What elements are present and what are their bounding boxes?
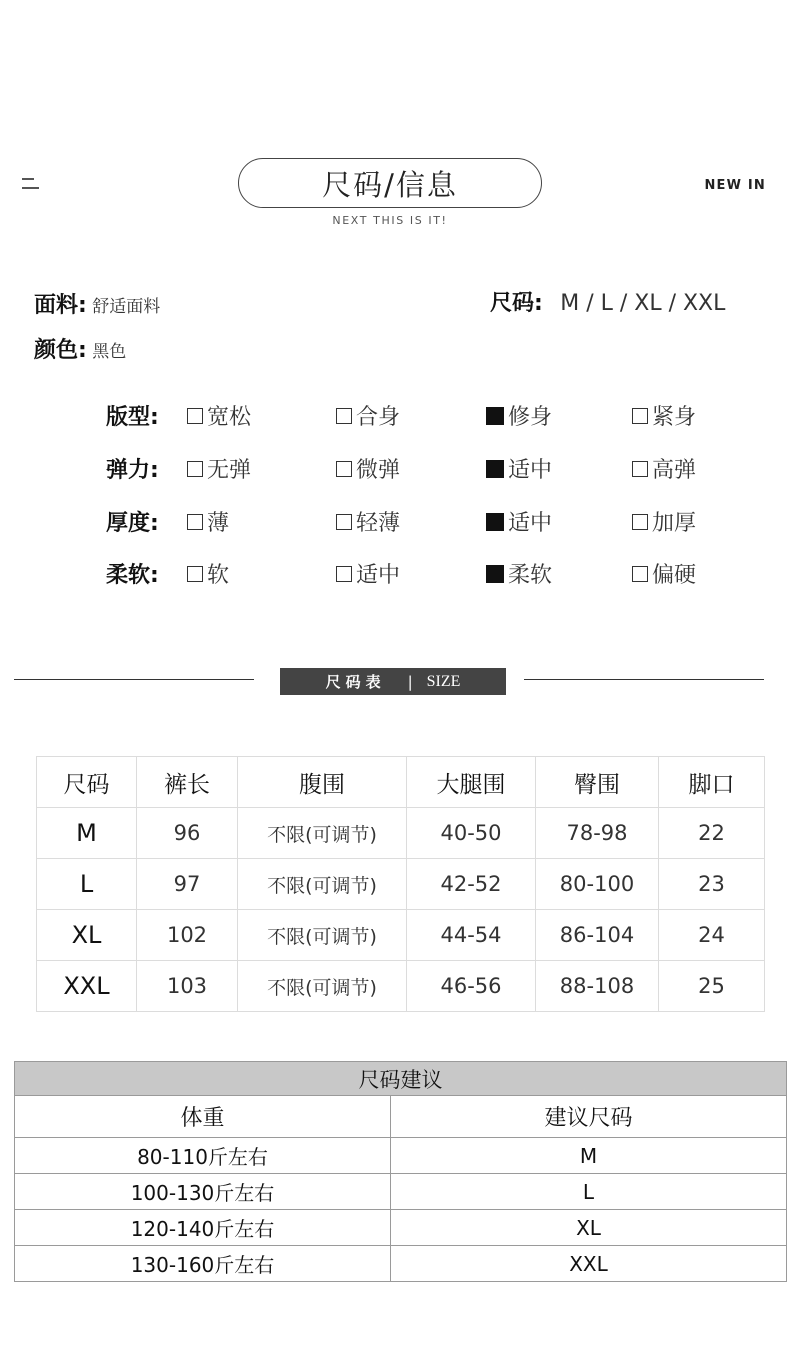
- table-cell: XXL: [391, 1246, 787, 1282]
- attribute-option: [336, 506, 400, 537]
- size-table: [36, 756, 765, 1012]
- divider-left: [14, 679, 254, 680]
- table-cell: XXL: [37, 961, 137, 1012]
- table-cell: 80-110斤左右: [15, 1138, 391, 1174]
- table-cell: 42-52: [407, 859, 536, 910]
- table-cell: M: [37, 808, 137, 859]
- table-cell: 不限(可调节): [238, 961, 407, 1012]
- table-row: [37, 859, 765, 910]
- header-cell: 脚口: [659, 757, 765, 808]
- attribute-option: [336, 400, 400, 431]
- fabric-label: 面料:: [34, 293, 87, 318]
- table-row: [37, 910, 765, 961]
- attribute-option: [187, 453, 251, 484]
- header-cell: 尺码: [37, 757, 137, 808]
- attribute-option-label: 适中: [508, 458, 553, 483]
- color-info: [34, 333, 126, 364]
- table-cell: 78-98: [536, 808, 659, 859]
- attribute-option-label: 高弹: [652, 458, 697, 483]
- table-row: [15, 1246, 787, 1282]
- attribute-label: 柔软:: [106, 563, 159, 588]
- attribute-option: [187, 506, 229, 537]
- unchecked-box-icon: [336, 461, 352, 477]
- size-info: [490, 286, 725, 317]
- attribute-option: [486, 400, 552, 431]
- size-recommendation-table: [14, 1061, 787, 1282]
- attribute-option: [187, 400, 251, 431]
- attribute-option-label: 轻薄: [356, 511, 401, 536]
- attribute-option-label: 适中: [508, 511, 553, 536]
- attribute-option: [336, 453, 400, 484]
- attribute-option: [632, 400, 696, 431]
- table-cell: 25: [659, 961, 765, 1012]
- fabric-info: [34, 288, 160, 319]
- table-cell: 不限(可调节): [238, 808, 407, 859]
- attribute-option-label: 偏硬: [652, 563, 697, 588]
- table-cell: 23: [659, 859, 765, 910]
- table-cell: 44-54: [407, 910, 536, 961]
- size-label: 尺码:: [490, 291, 543, 316]
- color-label: 颜色:: [34, 338, 87, 363]
- table-row: [37, 961, 765, 1012]
- header-cell: 腹围: [238, 757, 407, 808]
- unchecked-box-icon: [187, 566, 203, 582]
- color-value: 黑色: [92, 342, 127, 362]
- table-cell: 88-108: [536, 961, 659, 1012]
- unchecked-box-icon: [187, 514, 203, 530]
- attribute-option-label: 合身: [356, 405, 401, 430]
- attribute-option: [486, 558, 552, 589]
- table-cell: 86-104: [536, 910, 659, 961]
- attribute-option: [486, 506, 552, 537]
- table-cell: 130-160斤左右: [15, 1246, 391, 1282]
- unchecked-box-icon: [187, 408, 203, 424]
- attribute-option-label: 薄: [207, 511, 230, 536]
- attribute-option: [187, 558, 229, 589]
- header-cell: 建议尺码: [391, 1096, 787, 1138]
- attribute-option: [632, 558, 696, 589]
- attribute-option-label: 无弹: [207, 458, 252, 483]
- checked-box-icon: [486, 407, 504, 425]
- size-section-title: 尺码表: [325, 673, 386, 691]
- checked-box-icon: [486, 565, 504, 583]
- unchecked-box-icon: [632, 514, 648, 530]
- unchecked-box-icon: [187, 461, 203, 477]
- attribute-option-label: 紧身: [652, 405, 697, 430]
- table-row: [15, 1174, 787, 1210]
- attribute-option-label: 宽松: [207, 405, 252, 430]
- attribute-option: [336, 558, 400, 589]
- menu-icon[interactable]: [22, 178, 39, 192]
- attribute-option-label: 适中: [356, 563, 401, 588]
- table-cell: XL: [391, 1210, 787, 1246]
- table-cell: 40-50: [407, 808, 536, 859]
- size-section-separator: |: [407, 672, 413, 691]
- table-cell: 100-130斤左右: [15, 1174, 391, 1210]
- table-cell: 80-100: [536, 859, 659, 910]
- table-cell: 96: [137, 808, 238, 859]
- attribute-option: [632, 506, 696, 537]
- table-row: [37, 808, 765, 859]
- attribute-option: [486, 453, 552, 484]
- divider-right: [524, 679, 764, 680]
- unchecked-box-icon: [632, 408, 648, 424]
- table-cell: 不限(可调节): [238, 910, 407, 961]
- table-cell: L: [391, 1174, 787, 1210]
- recommendation-caption: 尺码建议: [15, 1062, 787, 1096]
- fabric-value: 舒适面料: [92, 297, 161, 317]
- header-cell: 大腿围: [407, 757, 536, 808]
- attribute-option-label: 加厚: [652, 511, 697, 536]
- size-section-subtitle: SIZE: [426, 672, 461, 690]
- page-title: 尺码/信息: [238, 158, 542, 208]
- size-value: M / L / XL / XXL: [560, 291, 726, 316]
- header-cell: 臀围: [536, 757, 659, 808]
- table-cell: 97: [137, 859, 238, 910]
- new-in-label: NEW IN: [704, 178, 766, 193]
- table-cell: L: [37, 859, 137, 910]
- size-section-banner: [280, 668, 506, 695]
- attribute-option-label: 软: [207, 563, 230, 588]
- table-cell: 103: [137, 961, 238, 1012]
- attribute-option-label: 修身: [508, 405, 553, 430]
- attribute-option-label: 微弹: [356, 458, 401, 483]
- checked-box-icon: [486, 460, 504, 478]
- header-cell: 裤长: [137, 757, 238, 808]
- table-cell: 102: [137, 910, 238, 961]
- attribute-label: 厚度:: [106, 511, 159, 536]
- header-cell: 体重: [15, 1096, 391, 1138]
- attribute-label: 弹力:: [106, 458, 159, 483]
- table-cell: 24: [659, 910, 765, 961]
- unchecked-box-icon: [336, 514, 352, 530]
- unchecked-box-icon: [632, 461, 648, 477]
- table-cell: 不限(可调节): [238, 859, 407, 910]
- table-cell: M: [391, 1138, 787, 1174]
- table-cell: 120-140斤左右: [15, 1210, 391, 1246]
- attribute-option-label: 柔软: [508, 563, 553, 588]
- attribute-label: 版型:: [106, 405, 159, 430]
- page-subtitle: NEXT THIS IS IT!: [332, 214, 448, 227]
- size-table-header: [37, 757, 765, 808]
- table-row: [15, 1210, 787, 1246]
- recommendation-header: [15, 1096, 787, 1138]
- checked-box-icon: [486, 513, 504, 531]
- attribute-option: [632, 453, 696, 484]
- unchecked-box-icon: [632, 566, 648, 582]
- unchecked-box-icon: [336, 408, 352, 424]
- table-row: [15, 1138, 787, 1174]
- unchecked-box-icon: [336, 566, 352, 582]
- table-cell: 22: [659, 808, 765, 859]
- table-cell: XL: [37, 910, 137, 961]
- table-cell: 46-56: [407, 961, 536, 1012]
